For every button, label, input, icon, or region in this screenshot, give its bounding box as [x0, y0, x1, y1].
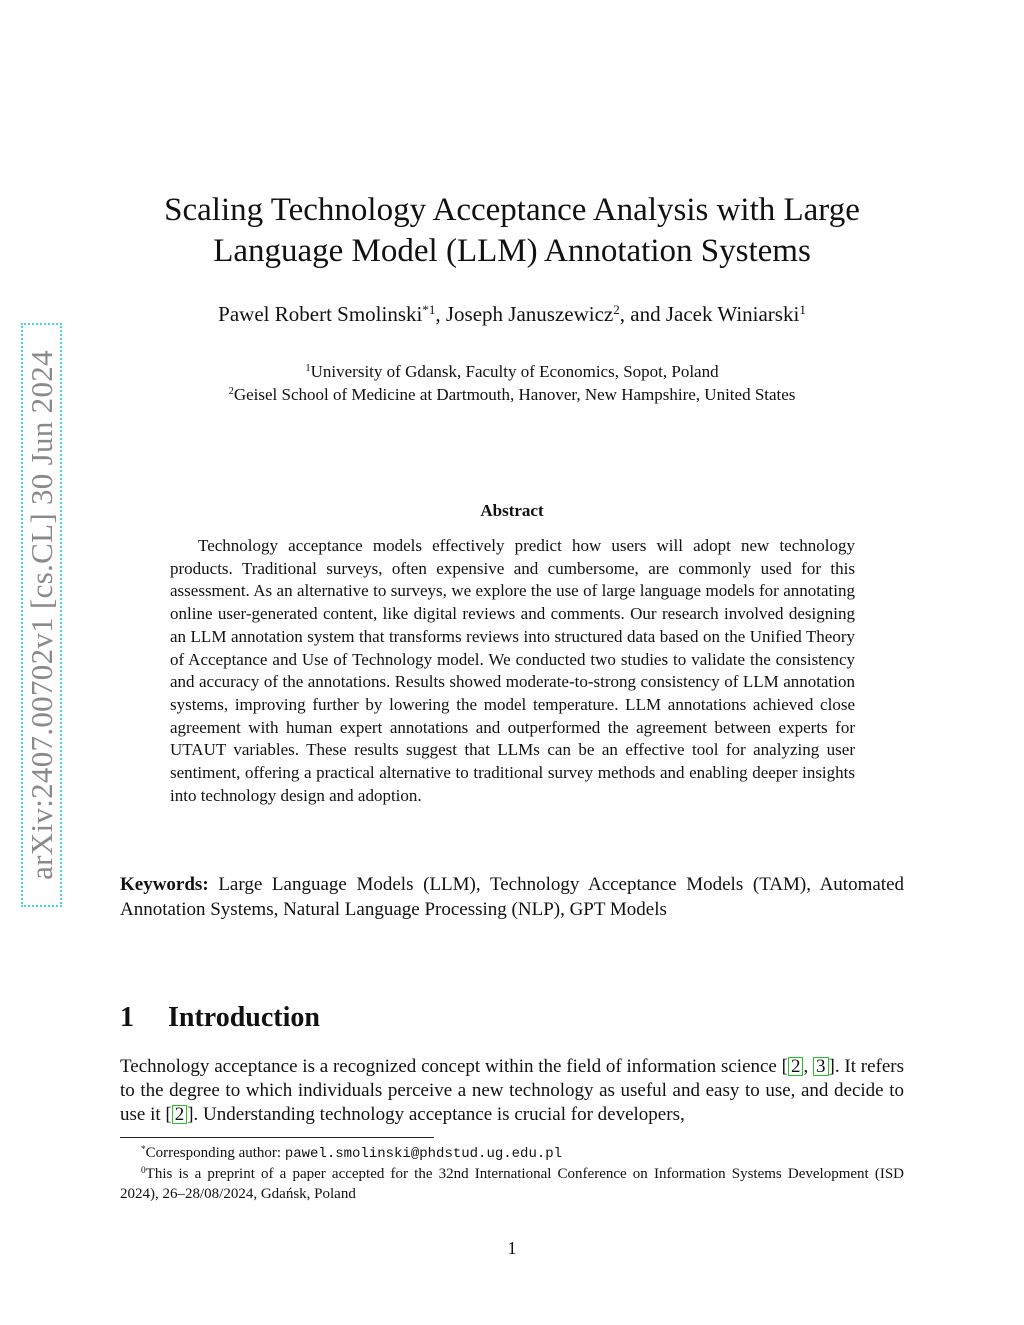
keywords — [120, 873, 904, 922]
section-title: Introduction — [168, 1002, 320, 1033]
author-name: Pawel Robert Smolinski — [218, 302, 423, 326]
section-number: 1 — [120, 1002, 134, 1033]
footnote-rule — [120, 1137, 434, 1138]
intro-text-2: . It refers to the degree to which individuals perceive a new technology as useful and easy to use, and decide to use it — [120, 1056, 905, 1126]
arxiv-stamp-text: arXiv:2407.00702v1 [cs.CL] 30 Jun 2024 — [23, 350, 59, 880]
footnote-mark: * — [141, 1144, 146, 1155]
section-heading — [120, 1002, 320, 1034]
citation-separator: , — [803, 1056, 814, 1077]
affiliation-2 — [120, 383, 904, 406]
arxiv-side-stamp — [21, 323, 62, 907]
affiliation-text: University of Gdansk, Faculty of Economics, Sopot, Poland — [310, 362, 719, 381]
affiliation-text: Geisel School of Medicine at Dartmouth, Hanover, New Hampshire, United States — [233, 385, 796, 404]
author-name: Joseph Januszewicz — [445, 302, 614, 326]
footnote-mark: 0 — [141, 1165, 146, 1176]
footnotes — [120, 1143, 904, 1204]
author-mark: *1 — [422, 301, 436, 317]
affiliation-mark: 1 — [305, 363, 311, 375]
affiliation-mark: 2 — [228, 386, 234, 398]
author-separator: , and — [619, 302, 666, 326]
title-line-2: Language Model (LLM) Annotation Systems — [213, 233, 811, 269]
author-mark: 1 — [799, 301, 806, 317]
citation-link[interactable]: 2 — [788, 1057, 804, 1076]
corresponding-email: pawel.smolinski@phdstud.ug.edu.pl — [284, 1146, 563, 1162]
citation-link[interactable]: 2 — [172, 1105, 188, 1124]
footnote-corresponding-label: Corresponding author: — [145, 1145, 285, 1161]
citation-link[interactable]: 3 — [813, 1057, 829, 1076]
author-list — [120, 300, 904, 328]
intro-paragraph: Technology acceptance is a recognized concept within the field of information science [ 2 , 3 ]. It refers to the degree to which individuals perceive a new technology as useful and easy to use, and decide to use it [ 2 ]. Understanding technology acceptance is crucial for developers, — [120, 1056, 905, 1126]
footnote-preprint-text: This is a preprint of a paper accepted for the 32nd International Conference on Information Systems Development (ISD 2024), 26–28/08/2024, Gdańsk, Poland — [120, 1166, 904, 1202]
author-mark: 2 — [613, 301, 620, 317]
abstract-heading: Abstract — [480, 501, 544, 520]
author-name: Jacek Winiarski — [665, 302, 800, 326]
title-line-1: Scaling Technology Acceptance Analysis with Large — [164, 192, 860, 228]
abstract-body: Technology acceptance models effectively predict how users will adopt new technology products. Traditional surveys, often expensive and cumbersome, are commonly used for this assessment. As an alternative to surveys, we explore the use of large language models for annotating online user-generated content, like digital reviews and comments. Our research involved designing an LLM annotation system that transforms reviews into structured data based on the Unified Theory of Acceptance and Use of Technology model. We conducted two studies to validate the consistency and accuracy of the annotations. Results showed moderate-to-strong consistency of LLM annotation systems, improving further by lowering the model temperature. LLM annotations achieved close agreement with human expert annotations and outperformed the agreement between experts for UTAUT variables. These results suggest that LLMs can be an effective tool for analyzing user sentiment, offering a practical alternative to traditional survey methods and enabling deeper insights into technology design and adoption. — [170, 536, 855, 805]
footnote-preprint — [120, 1164, 904, 1204]
author-separator: , — [435, 302, 446, 326]
affiliations — [120, 360, 904, 406]
keywords-text: Large Language Models (LLM), Technology Acceptance Models (TAM), Automated Annotation Systems, Natural Language Processing (NLP), GPT Models — [120, 874, 905, 920]
affiliation-1 — [120, 360, 904, 383]
paper-title — [120, 190, 904, 272]
intro-text-1: Technology acceptance is a recognized concept within the field of information science — [120, 1056, 782, 1077]
intro-text-3: . Understanding technology acceptance is crucial for developers, — [193, 1104, 685, 1126]
keywords-label: Keywords: — [120, 874, 209, 895]
footnote-corresponding — [120, 1143, 904, 1164]
page-number: 1 — [507, 1238, 517, 1258]
